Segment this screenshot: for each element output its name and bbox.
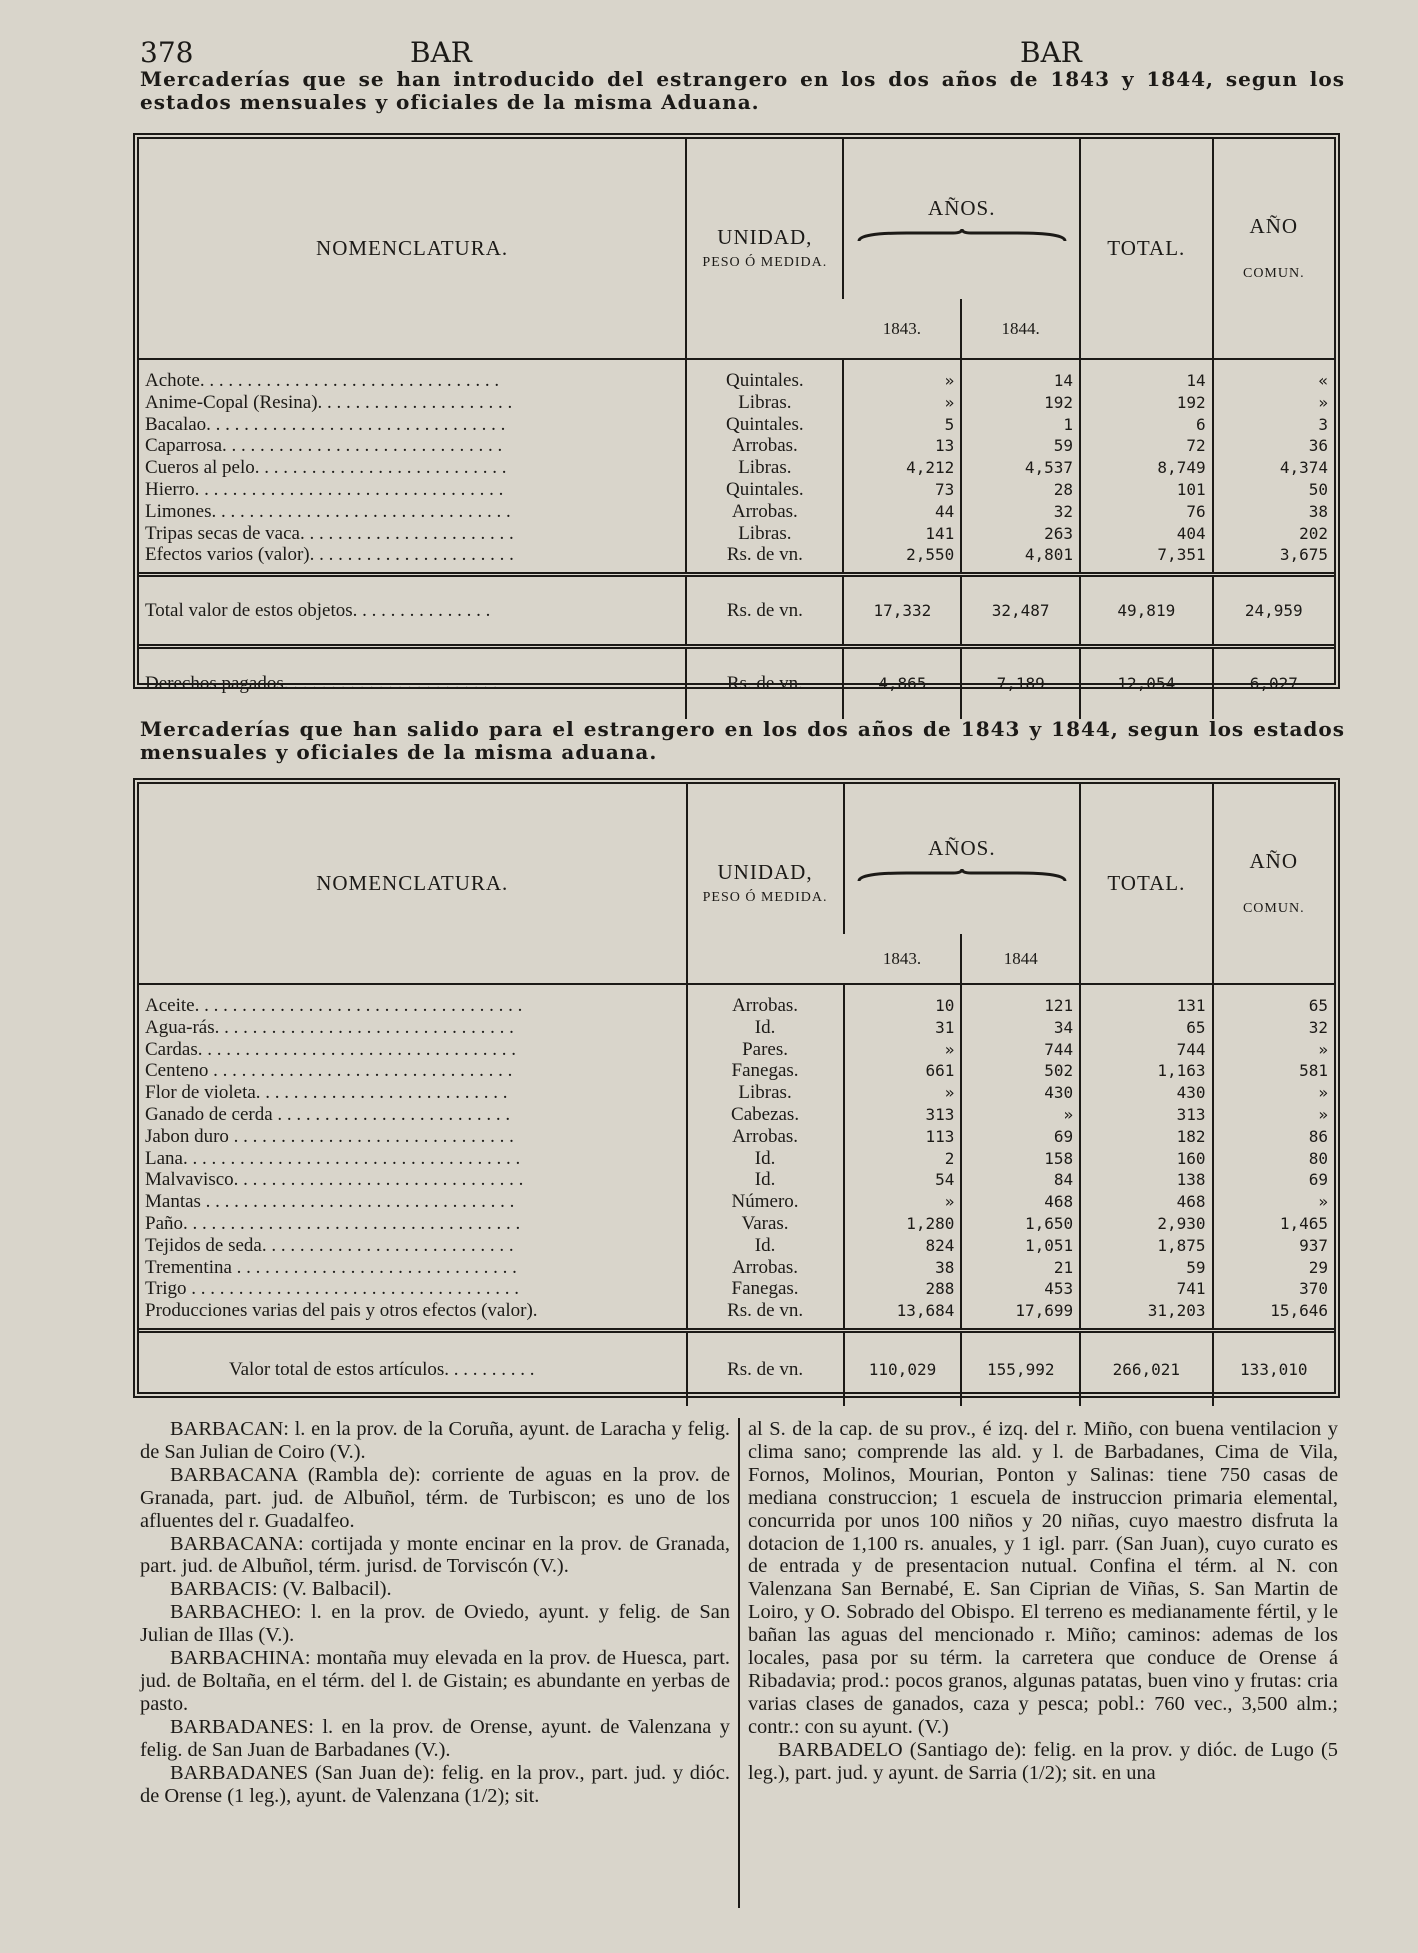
- value-cell: 34: [1053, 1017, 1074, 1037]
- value-cell: 36: [1308, 436, 1328, 456]
- value-cell: 313: [1176, 1104, 1206, 1124]
- value-cell: 4,537: [1024, 458, 1074, 478]
- entry: BARBACANA (Rambla de): corriente de aguas en la prov. de Granada, part. jud. de Albuñol, térm. de Turbiscon; es uno de los afluentes del r. Guadalfeo.: [140, 1463, 730, 1532]
- table-row: Cardas. . . . . . . . . . . . . . . . . . . . . . . . . . . . . . . . . .: [145, 1038, 517, 1060]
- value-cell: 65: [1186, 1017, 1206, 1037]
- values-total: [1080, 359, 1213, 575]
- value-cell: 76: [1186, 501, 1206, 521]
- value-cell: 744: [1044, 1039, 1074, 1059]
- unit-cell: Quintales.: [726, 370, 804, 391]
- col-years: AÑOS.: [844, 784, 1081, 934]
- value-cell: 65: [1308, 996, 1328, 1015]
- table-row: Lana. . . . . . . . . . . . . . . . . . . . . . . . . . . . . . . . . . . .: [145, 1147, 521, 1169]
- value-cell: 29: [1308, 1257, 1328, 1277]
- value-cell: »: [944, 1192, 955, 1212]
- value-cell: 4,212: [906, 458, 955, 478]
- brace-icon: [857, 229, 1067, 243]
- item-names: [139, 359, 686, 575]
- value-cell: 744: [1176, 1039, 1206, 1059]
- values-avg: [1213, 359, 1334, 575]
- value-cell: 1,875: [1157, 1235, 1206, 1255]
- total-unit: Rs. de vn.: [687, 1330, 844, 1406]
- unit-cell: Arrobas.: [732, 1125, 799, 1147]
- total-avg: 133,010: [1213, 1330, 1334, 1406]
- entry: BARBADANES (San Juan de): felig. en la prov., part. jud. y dióc. de Orense (1 leg.), ayunt. de Valenzana (1/2); sit.: [140, 1761, 730, 1807]
- imports-table: [133, 133, 1340, 694]
- table-row: Centeno . . . . . . . . . . . . . . . . . . . . . . . . . . . . . . . .: [145, 1060, 513, 1082]
- entries-right-column: [748, 1418, 1338, 1785]
- value-cell: 4,801: [1024, 545, 1074, 565]
- value-cell: 824: [925, 1235, 955, 1255]
- value-cell: 3: [1318, 414, 1328, 434]
- entry: BARBACIS: (V. Balbacil).: [170, 1578, 392, 1601]
- value-cell: 32: [1053, 501, 1074, 521]
- col-total: TOTAL.: [1080, 784, 1212, 984]
- unit-cell: Id.: [754, 1147, 776, 1169]
- unit-cell: Quintales.: [726, 413, 804, 435]
- value-cell: 430: [1044, 1083, 1074, 1103]
- value-cell: 69: [1308, 1170, 1328, 1190]
- total-1844: 155,992: [961, 1330, 1080, 1406]
- value-cell: 101: [1176, 479, 1206, 499]
- imports-caption: Mercaderías que se han introducido del estrangero en los dos años de 1843 y 1844, segun los estados mensuales y oficiales de la misma Aduana.: [140, 67, 1345, 114]
- value-cell: 84: [1053, 1170, 1074, 1190]
- imports-duties-row: [139, 647, 1334, 719]
- table-row: Hierro. . . . . . . . . . . . . . . . . . . . . . . . . . . . . . . . .: [145, 478, 504, 500]
- entry: BARBACHEO: l. en la prov. de Oviedo, ayunt. y felig. de San Julian de Illas (V.).: [140, 1601, 730, 1647]
- col-years: AÑOS.: [843, 139, 1080, 299]
- value-cell: 14: [1186, 371, 1206, 390]
- value-cell: 1,650: [1024, 1213, 1074, 1233]
- value-cell: 38: [935, 1257, 955, 1277]
- table-row: Paño. . . . . . . . . . . . . . . . . . . . . . . . . . . . . . . . . . . .: [145, 1212, 521, 1234]
- item-names: [139, 984, 687, 1330]
- table-row: Mantas . . . . . . . . . . . . . . . . . . . . . . . . . . . . . . . . .: [145, 1191, 515, 1213]
- table-row: Malvavisco. . . . . . . . . . . . . . . . . . . . . . . . . . . . . . .: [145, 1169, 524, 1191]
- total-1844: 32,487: [961, 575, 1080, 647]
- entry: BARBACHINA: montaña muy elevada en la prov. de Huesca, part. jud. de Boltaña, en el térm. del l. de Gistain; es abundante en yerbas de pasto.: [140, 1647, 730, 1715]
- table-row: Trigo . . . . . . . . . . . . . . . . . . . . . . . . . . . . . . . . . . .: [145, 1278, 520, 1300]
- value-cell: »: [1318, 1192, 1328, 1212]
- duties-1843: 4,865: [843, 647, 961, 719]
- col-total: TOTAL.: [1080, 139, 1213, 359]
- table-row: Tejidos de seda. . . . . . . . . . . . . . . . . . . . . . . . . . .: [145, 1234, 514, 1256]
- value-cell: 6: [1195, 414, 1206, 434]
- item-units: [687, 984, 844, 1330]
- total-label: Valor total de estos artículos. . . . . . . . . .: [139, 1330, 687, 1406]
- value-cell: 80: [1308, 1148, 1328, 1168]
- total-label: Total valor de estos objetos. . . . . . . . . . . . . . .: [139, 575, 686, 647]
- header-left-word: BAR: [410, 36, 472, 69]
- value-cell: 59: [1053, 436, 1074, 456]
- value-cell: 8,749: [1157, 458, 1206, 478]
- col-1843: 1843.: [844, 934, 962, 984]
- value-cell: 581: [1299, 1061, 1328, 1081]
- value-cell: »: [1318, 392, 1328, 412]
- values-1844: [961, 359, 1080, 575]
- value-cell: 502: [1044, 1061, 1074, 1081]
- table-row: Aceite. . . . . . . . . . . . . . . . . . . . . . . . . . . . . . . . . . .: [145, 995, 523, 1016]
- unit-cell: Libras.: [738, 1082, 792, 1104]
- value-cell: 202: [1299, 523, 1328, 543]
- values-1843: [844, 984, 962, 1330]
- value-cell: 160: [1176, 1148, 1206, 1168]
- entry: BARBACAN: l. en la prov. de la Coruña, ayunt. de Laracha y felig. de San Julian de Coiro (V.).: [140, 1418, 730, 1463]
- value-cell: 3,675: [1279, 545, 1328, 565]
- col-1844: 1844.: [961, 299, 1080, 359]
- value-cell: 430: [1176, 1083, 1206, 1103]
- value-cell: 370: [1299, 1279, 1328, 1299]
- table-row: Efectos varios (valor). . . . . . . . . . . . . . . . . . . . . .: [145, 544, 514, 566]
- col-1843: 1843.: [843, 299, 961, 359]
- col-avg: AÑO COMUN.: [1213, 784, 1334, 984]
- value-cell: 1,051: [1024, 1235, 1074, 1255]
- total-avg: 24,959: [1213, 575, 1334, 647]
- unit-cell: Cabezas.: [731, 1103, 800, 1125]
- value-cell: 38: [1308, 501, 1328, 521]
- value-cell: »: [944, 1039, 955, 1059]
- table-row: Tripas secas de vaca. . . . . . . . . . . . . . . . . . . . . . .: [145, 522, 514, 544]
- unit-cell: Arrobas.: [731, 500, 798, 522]
- value-cell: 44: [935, 501, 955, 521]
- value-cell: »: [1318, 1083, 1328, 1103]
- value-cell: 1,465: [1279, 1213, 1328, 1233]
- unit-cell: Arrobas.: [732, 995, 799, 1016]
- entries-left-column: [140, 1418, 730, 1807]
- total-1843: 110,029: [844, 1330, 962, 1406]
- value-cell: 1: [1063, 414, 1074, 434]
- value-cell: 5: [944, 414, 955, 434]
- unit-cell: Varas.: [741, 1212, 789, 1234]
- values-total: [1080, 984, 1212, 1330]
- col-avg: AÑO COMUN.: [1213, 139, 1334, 359]
- value-cell: 2,550: [906, 545, 955, 565]
- total-unit: Rs. de vn.: [686, 575, 843, 647]
- value-cell: 59: [1186, 1257, 1206, 1277]
- unit-cell: Arrobas.: [732, 1256, 799, 1278]
- unit-cell: Id.: [754, 1016, 776, 1038]
- column-divider: [738, 1418, 740, 1908]
- item-units: [686, 359, 843, 575]
- col-nomenclature: NOMENCLATURA.: [139, 784, 687, 984]
- value-cell: «: [1318, 371, 1328, 390]
- exports-total-row: [139, 1330, 1334, 1406]
- unit-cell: Rs. de vn.: [727, 1300, 804, 1322]
- value-cell: 14: [1053, 371, 1074, 390]
- value-cell: 32: [1308, 1017, 1328, 1037]
- value-cell: 313: [925, 1104, 955, 1124]
- value-cell: 937: [1299, 1235, 1328, 1255]
- value-cell: 50: [1308, 479, 1328, 499]
- entry: al S. de la cap. de su prov., é izq. del r. Miño, con buena ventilacion y clima sano; comprende las ald. y l. de Barbadanes, Cima de Vila, Fornos, Molinos, Mourian, Ponton y Salinas: tiene 750 casas de mediana construccion; 1 escuela de instruccion primaria elemental, concurrida por unos 100 niños y 20 niñas, cuyo maestro disfruta la dotacion de 1,100 rs. anuales, y 1 igl. parr. (San Juan), cuyo curato es de entrada y de presentacion nutual. Confina el térm. al N. con Valenzana San Bernabé, E. San Ciprian de Viñas, S. San Martin de Loiro, y O. Sobrado del Obispo. El terreno es medianamente fértil, y le bañan las aguas del mencionado r. Miño; caminos: ademas de los locales, pasa por su térm. la carretera que conduce de Orense á Ribadavia; prod.: pocos granos, algunas patatas, buen vino y frutas: cria varias clases de ganados, caza y pesca; pobl.: 760 vec., 3,500 alm.; contr.: con su ayunt. (V.): [748, 1418, 1338, 1738]
- table-row: Trementina . . . . . . . . . . . . . . . . . . . . . . . . . . . . . .: [145, 1256, 517, 1278]
- value-cell: 86: [1308, 1126, 1328, 1146]
- header-right-word: BAR: [1020, 36, 1082, 69]
- value-cell: »: [1318, 1104, 1328, 1124]
- value-cell: 15,646: [1270, 1301, 1328, 1321]
- value-cell: 73: [935, 479, 955, 499]
- dictionary-entries: [140, 1418, 1350, 1918]
- page-number: 378: [140, 36, 194, 69]
- value-cell: 4,374: [1279, 458, 1328, 478]
- value-cell: 31: [935, 1017, 955, 1037]
- value-cell: 13,684: [896, 1301, 955, 1321]
- value-cell: 72: [1186, 436, 1206, 456]
- col-nomenclature: NOMENCLATURA.: [139, 139, 686, 359]
- table-row: Agua-rás. . . . . . . . . . . . . . . . . . . . . . . . . . . . . . . .: [145, 1016, 514, 1038]
- value-cell: 468: [1044, 1192, 1074, 1212]
- value-cell: 263: [1044, 523, 1074, 543]
- values-avg: [1213, 984, 1334, 1330]
- entry: BARBACANA: cortijada y monte encinar en la prov. de Granada, part. jud. de Albuñol, térm. jurisd. de Torviscón (V.).: [140, 1532, 730, 1578]
- value-cell: 2: [944, 1148, 955, 1168]
- brace-icon: [857, 869, 1067, 883]
- value-cell: 661: [925, 1061, 955, 1081]
- value-cell: 28: [1053, 479, 1074, 499]
- value-cell: 1,163: [1157, 1061, 1206, 1081]
- value-cell: »: [944, 392, 955, 412]
- col-unit: UNIDAD, PESO Ó MEDIDA.: [686, 139, 843, 359]
- value-cell: 138: [1176, 1170, 1206, 1190]
- value-cell: 192: [1044, 392, 1074, 412]
- table-row: Flor de violeta. . . . . . . . . . . . . . . . . . . . . . . . . . .: [145, 1082, 508, 1104]
- unit-cell: Fanegas.: [731, 1060, 799, 1082]
- value-cell: »: [944, 371, 955, 390]
- value-cell: 10: [935, 996, 955, 1015]
- duties-avg: 6,027: [1213, 647, 1334, 719]
- value-cell: 288: [925, 1279, 955, 1299]
- imports-items: [139, 359, 1334, 575]
- unit-cell: Número.: [731, 1191, 799, 1213]
- duties-total: 12,054: [1080, 647, 1213, 719]
- imports-total-row: [139, 575, 1334, 647]
- table-row: Cueros al pelo. . . . . . . . . . . . . . . . . . . . . . . . . . .: [145, 457, 507, 479]
- value-cell: 21: [1053, 1257, 1074, 1277]
- value-cell: 453: [1044, 1279, 1074, 1299]
- unit-cell: Id.: [754, 1234, 776, 1256]
- unit-cell: Arrobas.: [731, 435, 798, 457]
- unit-cell: Pares.: [742, 1038, 789, 1060]
- table-row: Caparrosa. . . . . . . . . . . . . . . . . . . . . . . . . . . . . .: [145, 435, 503, 457]
- duties-label: Derechos pagados. . . . . . . . . . . . . . . . . . . . . . .: [139, 647, 686, 719]
- value-cell: 192: [1176, 392, 1206, 412]
- table-row: Anime-Copal (Resina). . . . . . . . . . . . . . . . . . . . .: [145, 391, 513, 413]
- exports-caption: Mercaderías que han salido para el estrangero en los dos años de 1843 y 1844, segun los estados mensuales y oficiales de la misma aduana.: [140, 717, 1345, 764]
- unit-cell: Fanegas.: [731, 1278, 799, 1300]
- unit-cell: Libras.: [738, 522, 792, 544]
- value-cell: 31,203: [1147, 1301, 1206, 1321]
- table-row: Achote. . . . . . . . . . . . . . . . . . . . . . . . . . . . . . . .: [145, 370, 500, 391]
- value-cell: 113: [925, 1126, 955, 1146]
- value-cell: 131: [1176, 996, 1206, 1015]
- value-cell: »: [944, 1083, 955, 1103]
- values-1843: [843, 359, 961, 575]
- value-cell: 13: [935, 436, 955, 456]
- table-row: Jabon duro . . . . . . . . . . . . . . . . . . . . . . . . . . . . . .: [145, 1125, 514, 1147]
- duties-unit: Rs. de vn.: [686, 647, 843, 719]
- value-cell: »: [1063, 1104, 1074, 1124]
- unit-cell: Libras.: [738, 457, 792, 479]
- exports-items: [139, 984, 1334, 1330]
- total-1843: 17,332: [843, 575, 961, 647]
- value-cell: 468: [1176, 1192, 1206, 1212]
- value-cell: 141: [925, 523, 955, 543]
- entry: BARBADELO (Santiago de): felig. en la prov. y dióc. de Lugo (5 leg.), part. jud. y ayunt. de Sarria (1/2); sit. en una: [748, 1738, 1338, 1784]
- value-cell: 54: [935, 1170, 955, 1190]
- value-cell: 17,699: [1015, 1301, 1074, 1321]
- total-total: 49,819: [1080, 575, 1213, 647]
- value-cell: 182: [1176, 1126, 1206, 1146]
- value-cell: »: [1318, 1039, 1328, 1059]
- unit-cell: Quintales.: [726, 478, 804, 500]
- unit-cell: Id.: [754, 1169, 776, 1191]
- value-cell: 7,351: [1157, 545, 1206, 565]
- table-row: Limones. . . . . . . . . . . . . . . . . . . . . . . . . . . . . . . .: [145, 500, 511, 522]
- total-total: 266,021: [1080, 1330, 1212, 1406]
- value-cell: 741: [1176, 1279, 1206, 1299]
- col-1844: 1844: [961, 934, 1080, 984]
- value-cell: 121: [1044, 996, 1074, 1015]
- value-cell: 69: [1053, 1126, 1074, 1146]
- duties-1844: 7,189: [961, 647, 1080, 719]
- exports-table: [133, 778, 1340, 1398]
- table-row: Bacalao. . . . . . . . . . . . . . . . . . . . . . . . . . . . . . . .: [145, 413, 506, 435]
- values-1844: [961, 984, 1080, 1330]
- unit-cell: Rs. de vn.: [726, 544, 803, 566]
- value-cell: 2,930: [1157, 1213, 1206, 1233]
- col-unit: UNIDAD, PESO Ó MEDIDA.: [687, 784, 844, 984]
- unit-cell: Libras.: [738, 391, 792, 413]
- value-cell: 1,280: [906, 1213, 955, 1233]
- table-row: Producciones varias del pais y otros efectos (valor).: [145, 1300, 538, 1322]
- value-cell: 404: [1176, 523, 1206, 543]
- table-row: Ganado de cerda . . . . . . . . . . . . . . . . . . . . . . . . .: [145, 1103, 511, 1125]
- value-cell: 158: [1044, 1148, 1074, 1168]
- entry: BARBADANES: l. en la prov. de Orense, ayunt. de Valenzana y felig. de San Juan de Barbadanes (V.).: [140, 1715, 730, 1761]
